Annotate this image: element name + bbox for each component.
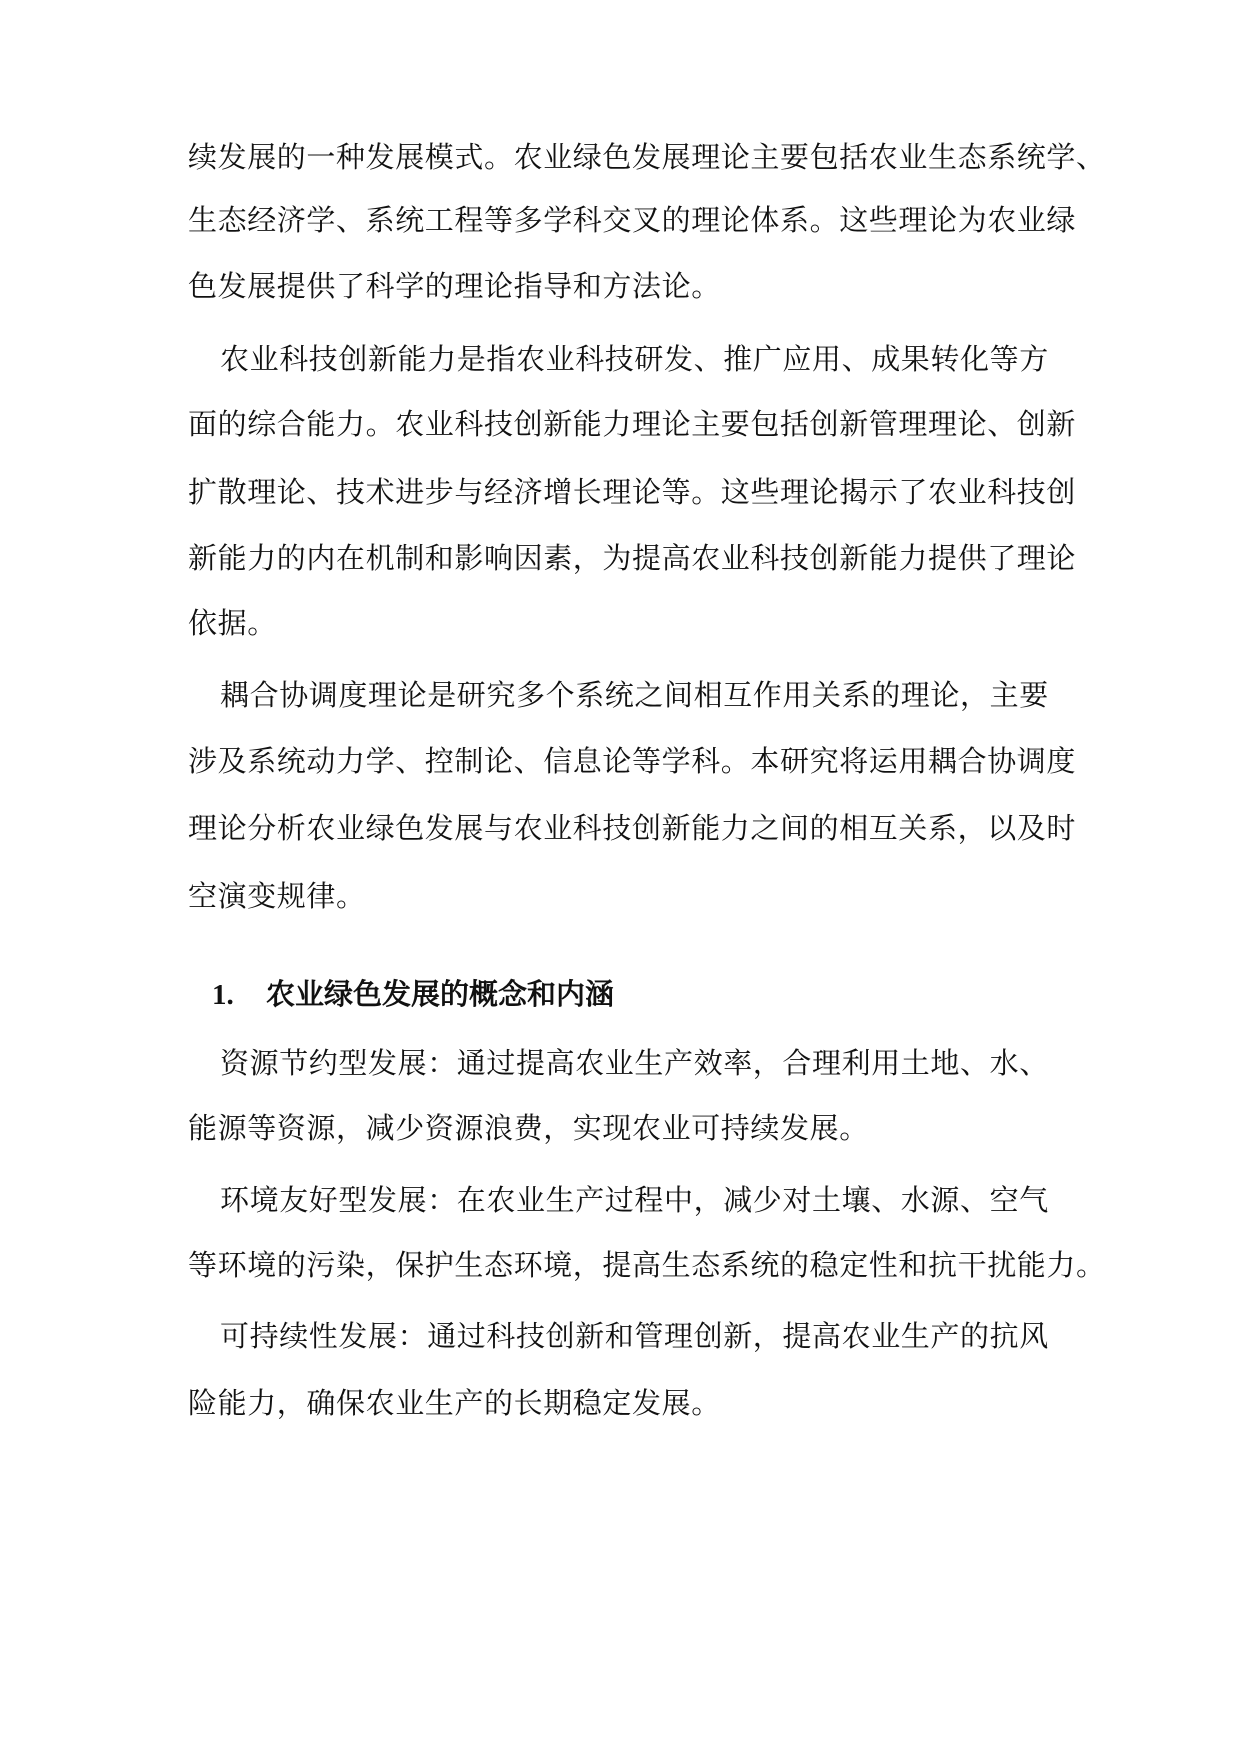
paragraph-2-line-2: 面的综合能力。农业科技创新能力理论主要包括创新管理理论、创新 <box>188 407 1077 441</box>
paragraph-2-line-4: 新能力的内在机制和影响因素，为提高农业科技创新能力提供了理论 <box>188 541 1077 575</box>
section-heading <box>212 974 614 1014</box>
paragraph-1-line-1: 续发展的一种发展模式。农业绿色发展理论主要包括农业生态系统学、 <box>188 140 1106 174</box>
paragraph-1-line-3: 色发展提供了科学的理论指导和方法论。 <box>188 269 721 303</box>
paragraph-5-line-1: 环境友好型发展：在农业生产过程中，减少对土壤、水源、空气 <box>220 1183 1049 1217</box>
paragraph-3-line-4: 空演变规律。 <box>188 879 366 913</box>
paragraph-6-line-1: 可持续性发展：通过科技创新和管理创新，提高农业生产的抗风 <box>220 1319 1049 1353</box>
paragraph-2-line-5: 依据。 <box>188 606 277 640</box>
paragraph-2-line-3: 扩散理论、技术进步与经济增长理论等。这些理论揭示了农业科技创 <box>188 475 1077 509</box>
section-heading-number: 1. <box>212 979 234 1011</box>
paragraph-1-line-2: 生态经济学、系统工程等多学科交叉的理论体系。这些理论为农业绿 <box>188 203 1077 237</box>
paragraph-2-line-1: 农业科技创新能力是指农业科技研发、推广应用、成果转化等方 <box>220 342 1049 376</box>
paragraph-3-line-2: 涉及系统动力学、控制论、信息论等学科。本研究将运用耦合协调度 <box>188 744 1077 778</box>
paragraph-3-line-3: 理论分析农业绿色发展与农业科技创新能力之间的相互关系，以及时 <box>188 811 1077 845</box>
section-heading-title: 农业绿色发展的概念和内涵 <box>266 977 615 1011</box>
paragraph-4-line-1: 资源节约型发展：通过提高农业生产效率，合理利用土地、水、 <box>220 1046 1049 1080</box>
paragraph-4-line-2: 能源等资源，减少资源浪费，实现农业可持续发展。 <box>188 1111 869 1145</box>
paragraph-3-line-1: 耦合协调度理论是研究多个系统之间相互作用关系的理论，主要 <box>220 678 1049 712</box>
paragraph-5-line-2: 等环境的污染，保护生态环境，提高生态系统的稳定性和抗干扰能力。 <box>188 1248 1106 1282</box>
paragraph-6-line-2: 险能力，确保农业生产的长期稳定发展。 <box>188 1386 721 1420</box>
